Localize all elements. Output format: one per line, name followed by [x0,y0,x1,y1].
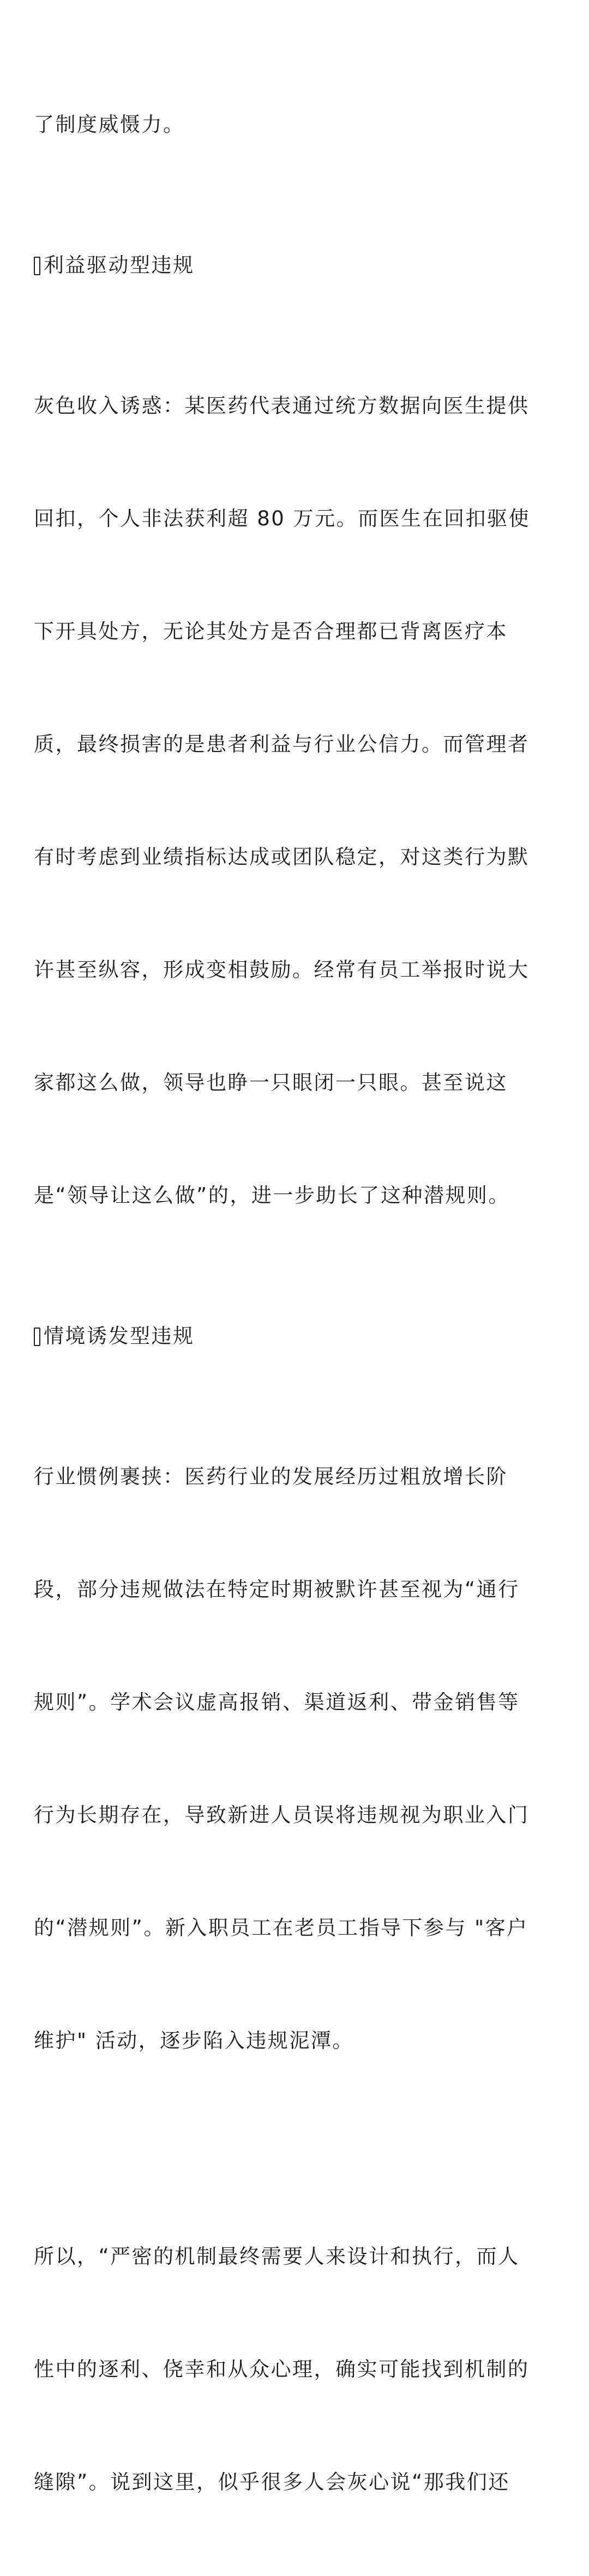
paragraph-conclusion [34,2162,556,2576]
text-line: 所以，“严密的机制最终需要人来设计和执行，而人 [34,2245,520,2268]
text-line: 质，最终损害的是患者利益与行业公信力。而管理者 [34,732,530,756]
text-line: 的“潜规则”。新入职员工在老员工指导下参与 "客户 [34,1916,528,1939]
text-line: 段，部分违规做法在特定时期被默许甚至视为“通行 [34,1578,520,1601]
text-line: 缝隙”。说到这里，似乎很多人会灰心说“那我们还 [34,2470,510,2494]
missing-glyph-icon [34,257,40,275]
text-line: 行为长期存在，导致新进人员误将违规视为职业入门 [34,1803,530,1827]
text-line: 家都这么做，领导也睁一只眼闭一只眼。甚至说这 [34,1071,508,1094]
text-line: 灰色收入诱惑：某医药代表通过统方数据向医生提供 [34,394,530,417]
paragraph-industry-practice [34,1383,556,2135]
heading-text: 利益驱动型违规 [44,253,195,277]
section-heading-situation-induced [34,1317,556,1355]
text-line: 是“领导让这么做”的，进一步助长了这种潜规则。 [34,1184,510,1207]
text-line: 许甚至纵容，形成变相鼓励。经常有员工举报时说大 [34,958,530,981]
text-line: 了制度威慑力。 [34,113,185,136]
text-line: 回扣，个人非法获利超 80 万元。而医生在回扣驱使 [34,507,531,530]
paragraph-intro [34,31,556,219]
text-line: 规则”。学术会议虚高报销、渠道返利、带金销售等 [34,1690,520,1714]
paragraph-gray-income [34,312,556,1289]
text-line: 下开具处方，无论其处方是否合理都已背离医疗本 [34,620,508,643]
section-heading-interest-driven [34,246,556,284]
heading-text: 情境诱发型违规 [44,1324,195,1348]
missing-glyph-icon [34,1328,40,1346]
text-line: 行业惯例裹挟：医药行业的发展经历过粗放增长阶 [34,1465,508,1488]
text-line: 有时考虑到业绩指标达成或团队稳定，对这类行为默 [34,845,530,869]
text-line: 性中的逐利、侥幸和从众心理，确实可能找到机制的 [34,2357,530,2381]
text-line: 维护" 活动，逐步陷入违规泥潭。 [34,2029,354,2052]
